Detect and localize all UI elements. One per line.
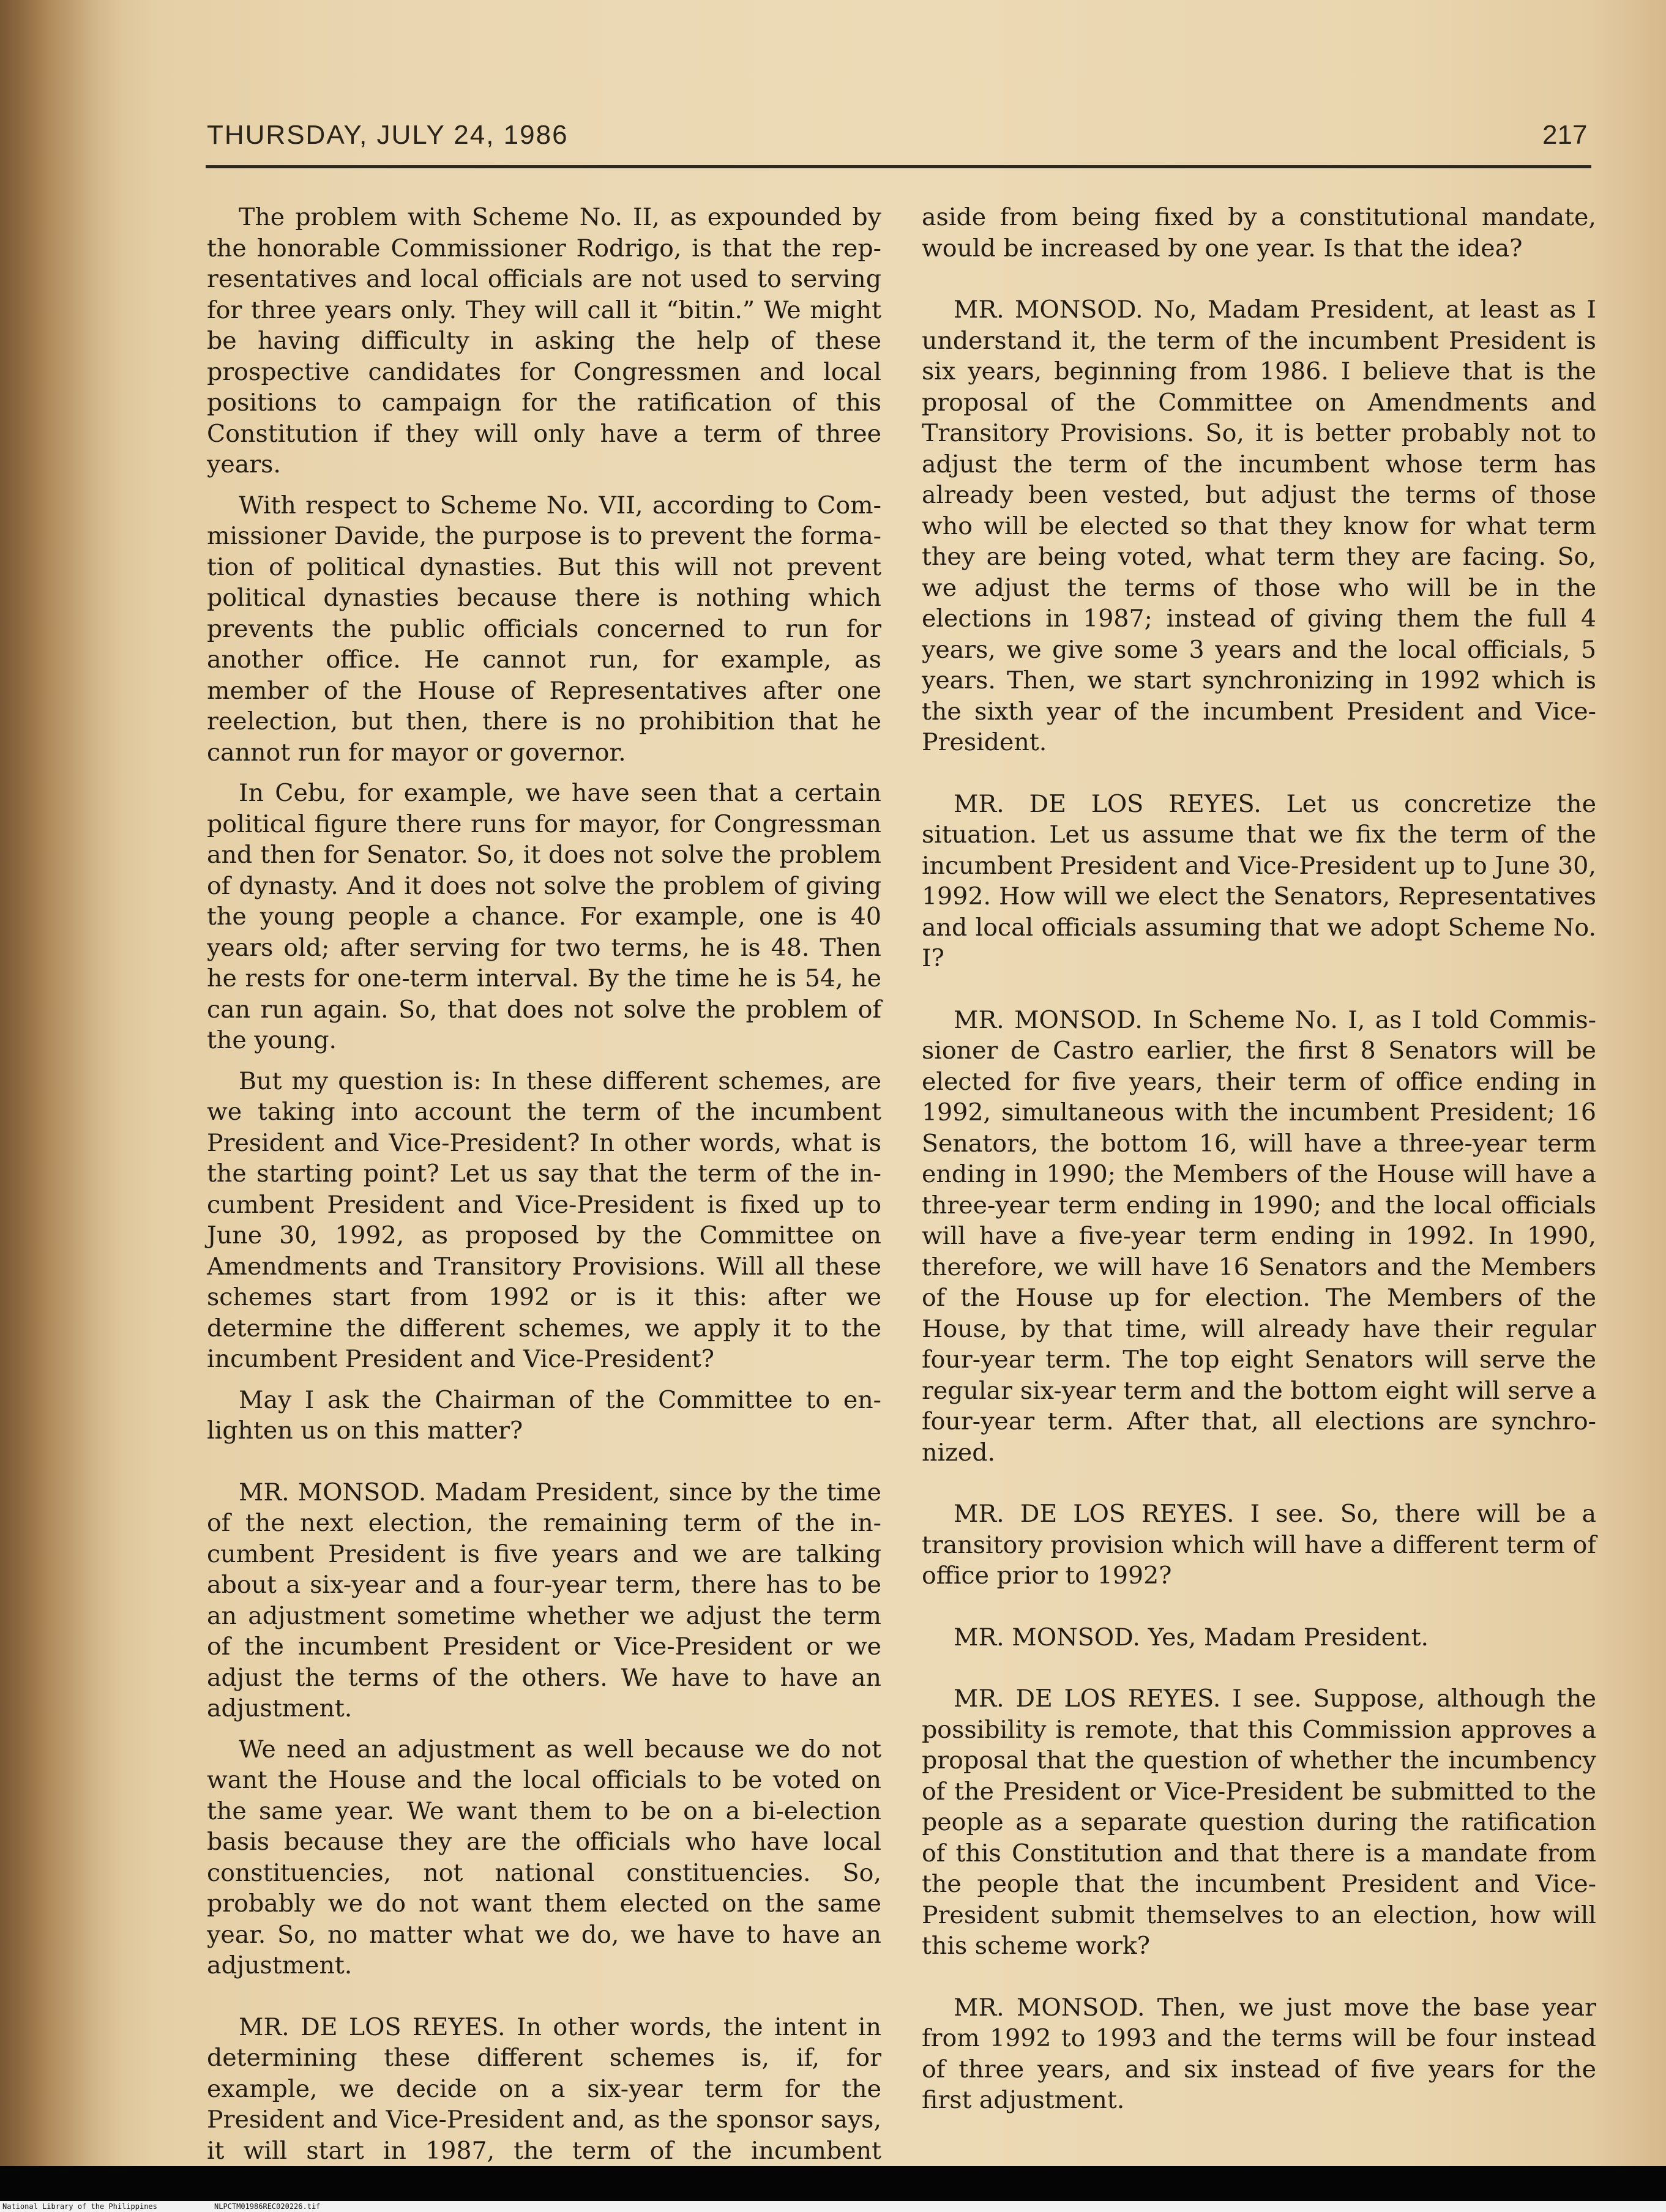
book-spine-shadow [0, 0, 122, 2166]
header-rule [206, 165, 1591, 168]
speaker-paragraph: MR. MONSOD. No, Madam President, at least as I understand it, the term of the incumbent President is six years, beginning from 1986. I believe that is the proposal of the Committee on Amendments and Transitory Provisions. So, it is better probably not to adjust the term of the incumbent whose term has already been vested, but adjust the terms of those who will be elected so that they know for what term they are being voted, what term they are facing. So, we adjust the terms of those who will be in the elections in 1987; instead of giving them the full 4 years, we give some 3 years and the local officials, 5 years. Then, we start synchronizing in 1992 which is the sixth year of the incumbent President and Vice-President. [922, 296, 1596, 756]
speaker-paragraph: MR. MONSOD. Then, we just move the base year from 1992 to 1993 and the terms will be four instead of three years, and six instead of five years for the first adjustment. [922, 1993, 1596, 2114]
speaker-paragraph: MR. DE LOS REYES. In other words, the intent in determining these different schemes is, if, for example, we decide on a six-year term for the President and Vice-President and, as the sponsor says, it will start in 1987, the term of the incumbent [207, 2013, 881, 2165]
footer-library: National Library of the Philippines [2, 2202, 157, 2211]
left-column [207, 202, 881, 2197]
header-date: THURSDAY, JULY 24, 1986 [207, 120, 569, 150]
paragraph: But my question is: In these different schemes, are we taking into account the term of the incumbent President and Vice-President? In other words, what is the starting point? Let us say that the term of the incumbent President and Vice-President is fixed up to June 30, 1992, as proposed by the Committee on Amendments and Transitory Provisions. Will all these schemes start from 1992 or is it this: after we determine the different schemes, we apply it to the incumbent President and Vice-President? [207, 1067, 881, 1373]
speaker-paragraph: MR. MONSOD. Yes, Madam President. [954, 1623, 1429, 1652]
paragraph: We need an adjustment as well because we do not want the House and the local officials to be voted on the same year. We want them to be on a bi-election basis because they are the officials who have local constituencies, not national constituencies. So, probably we do not want them elected on the same year. So, no matter what we do, we have to have an adjustment. [207, 1735, 881, 1979]
paragraph: With respect to Scheme No. VII, according to Commissioner Davide, the purpose is to prevent the formation of political dynasties. But this will not prevent political dynasties because there is nothing which prevents the public officials concerned to run for another office. He cannot run, for example, as member of the House of Representatives after one reelection, but then, there is no prohibition that he cannot run for mayor or governor. [207, 491, 881, 767]
paragraph: In Cebu, for example, we have seen that a certain political figure there runs for mayor, for Congressman and then for Senator. So, it does not solve the problem of dynasty. And it does not solve the problem of giving the young people a chance. For example, one is 40 years old; after serving for two terms, he is 48. Then he rests for one-term interval. By the time he is 54, he can run again. So, that does not solve the problem of the young. [207, 779, 881, 1054]
scan-bottom-bar [0, 2166, 1666, 2201]
paragraph: May I ask the Chairman of the Committee to enlighten us on this matter? [207, 1385, 881, 1445]
speaker-paragraph: MR. MONSOD. In Scheme No. I, as I told Commissioner de Castro earlier, the first 8 Senators will be elected for five years, their term of office ending in 1992, simultaneous with the incumbent President; 16 Senators, the bottom 16, will have a three-year term ending in 1990; the Members of the House will have a three-year term ending in 1990; and the local officials will have a five-year term ending in 1992. In 1990, therefore, we will have 16 Senators and the Members of the House up for election. The Members of the House, by that time, will already have their regular four-year term. The top eight Senators will serve the regular six-year term and the bottom eight will serve a four-year term. After that, all elections are synchronized. [922, 1005, 1596, 1467]
speaker-paragraph: MR. DE LOS REYES. I see. So, there will be a transitory provision which will have a different term of office prior to 1992? [922, 1500, 1596, 1590]
scan-footer [0, 2201, 1666, 2212]
speaker-paragraph: MR. DE LOS REYES. I see. Suppose, although the possibility is remote, that this Commission approves a proposal that the question of whether the incumbency of the President or Vice-President be submitted to the people as a separate question during the ratification of this Constitution and that there is a mandate from the people that the incumbent President and Vice-President submit themselves to an election, how will this scheme work? [922, 1685, 1596, 1960]
footer-file-id: NLPCTM01986REC020226.tif [214, 2202, 321, 2211]
paragraph-continuation: aside from being fixed by a constitutional mandate, would be increased by one year. Is that the idea? [922, 203, 1596, 263]
right-column [922, 202, 1596, 2116]
paragraph: The problem with Scheme No. II, as expounded by the honorable Commissioner Rodrigo, is that the representatives and local officials are not used to serving for three years only. They will call it “bitin.” We might be having difficulty in asking the help of these prospective candidates for Congressmen and local positions to campaign for the ratification of this Constitution if they will only have a term of three years. [207, 203, 881, 479]
page-number: 217 [1542, 120, 1588, 150]
speaker-paragraph: MR. MONSOD. Madam President, since by the time of the next election, the remaining term of the incumbent President is five years and we are talking about a six-year and a four-year term, there has to be an adjustment sometime whether we adjust the term of the incumbent President or Vice-President or we adjust the terms of the others. We have to have an adjustment. [207, 1478, 881, 1722]
speaker-paragraph: MR. DE LOS REYES. Let us concretize the situation. Let us assume that we fix the term of the incumbent President and Vice-President up to June 30, 1992. How will we elect the Senators, Representatives and local officials assuming that we adopt Scheme No. I? [922, 789, 1596, 972]
